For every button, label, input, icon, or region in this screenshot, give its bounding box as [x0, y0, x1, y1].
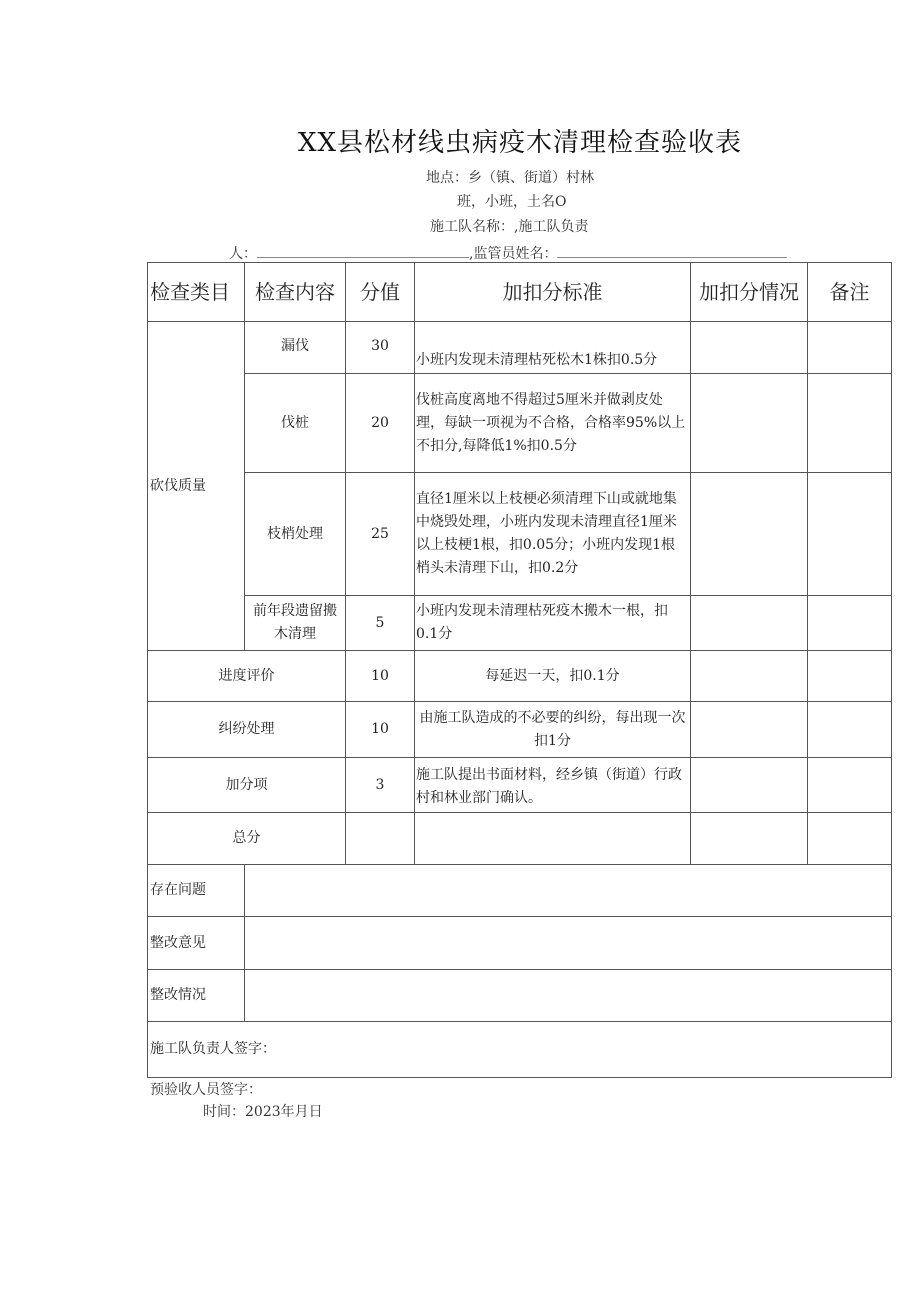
person-blank[interactable]	[257, 243, 469, 258]
result-cell[interactable]	[691, 702, 808, 758]
page-title: XX县松材线虫病疫木清理检查验收表	[297, 128, 743, 158]
table-row	[148, 702, 892, 758]
total-label: 总分	[148, 813, 346, 865]
result-cell[interactable]	[691, 473, 808, 596]
table-header-row	[148, 263, 892, 322]
standard-cell: 由施工队造成的不必要的纠纷，每出现一次扣1分	[415, 702, 691, 758]
total-row	[148, 813, 892, 865]
issues-row	[148, 865, 892, 917]
table-row	[148, 651, 892, 702]
content-cell: 漏伐	[245, 322, 346, 374]
location-line: 地点：乡（镇、街道）村林	[426, 170, 594, 186]
score-cell: 10	[346, 651, 415, 702]
standard-cell: 伐桩高度离地不得超过5厘米并做剥皮处理，每缺一项视为不合格，合格率95%以上不扣分,每降低1%扣0.5分	[415, 374, 691, 473]
issues-field[interactable]	[245, 865, 892, 917]
score-cell: 25	[346, 473, 415, 596]
content-cell: 伐桩	[245, 374, 346, 473]
total-standard-cell[interactable]	[415, 813, 691, 865]
score-cell: 10	[346, 702, 415, 758]
score-cell: 30	[346, 322, 415, 374]
inspector-sign[interactable]: 预验收人员签字：	[150, 1082, 262, 1098]
remark-cell[interactable]	[808, 758, 892, 813]
result-cell[interactable]	[691, 651, 808, 702]
standard-cell: 施工队提出书面材料，经乡镇（街道）行政村和林业部门确认。	[415, 758, 691, 813]
total-score-cell[interactable]	[346, 813, 415, 865]
status-field[interactable]	[245, 970, 892, 1022]
header-result: 加扣分情况	[691, 263, 808, 322]
table-row	[148, 322, 892, 374]
remark-cell[interactable]	[808, 702, 892, 758]
class-line: 班，小班，土名O	[457, 194, 567, 210]
sign-row	[148, 1022, 892, 1078]
dispute-label: 纠纷处理	[148, 702, 346, 758]
issues-label: 存在问题	[148, 865, 245, 917]
status-label: 整改情况	[148, 970, 245, 1022]
header-content: 检查内容	[245, 263, 346, 322]
result-cell[interactable]	[691, 758, 808, 813]
category-cell: 砍伐质量	[148, 322, 245, 651]
table-row	[148, 758, 892, 813]
person-line	[229, 243, 787, 263]
standard-cell: 直径1厘米以上枝梗必须清理下山或就地集中烧毁处理，小班内发现未清理直径1厘米以上枝梗1根，扣0.05分；小班内发现1根梢头未清理下山，扣0.2分	[415, 473, 691, 596]
result-cell[interactable]	[691, 322, 808, 374]
total-result-cell[interactable]	[691, 813, 808, 865]
remark-cell[interactable]	[808, 322, 892, 374]
standard-cell: 每延迟一天，扣0.1分	[415, 651, 691, 702]
team-name-line: 施工队名称：,施工队负责	[430, 219, 589, 235]
supervisor-blank[interactable]	[557, 243, 787, 258]
table-row	[148, 473, 892, 596]
table-row	[148, 374, 892, 473]
inspection-table	[147, 262, 892, 1078]
total-remark-cell[interactable]	[808, 813, 892, 865]
score-cell: 20	[346, 374, 415, 473]
opinion-label: 整改意见	[148, 917, 245, 970]
result-cell[interactable]	[691, 374, 808, 473]
content-cell: 前年段遗留搬木清理	[245, 596, 346, 651]
standard-cell: 小班内发现未清理枯死松木1株扣0.5分	[415, 322, 691, 374]
date-line: 时间：2023年月日	[203, 1104, 323, 1120]
bonus-label: 加分项	[148, 758, 346, 813]
opinion-field[interactable]	[245, 917, 892, 970]
remark-cell[interactable]	[808, 596, 892, 651]
remark-cell[interactable]	[808, 651, 892, 702]
remark-cell[interactable]	[808, 473, 892, 596]
standard-cell: 小班内发现未清理枯死疫木搬木一根，扣0.1分	[415, 596, 691, 651]
remark-cell[interactable]	[808, 374, 892, 473]
result-cell[interactable]	[691, 596, 808, 651]
header-standard: 加扣分标准	[415, 263, 691, 322]
content-cell: 枝梢处理	[245, 473, 346, 596]
status-row	[148, 970, 892, 1022]
score-cell: 5	[346, 596, 415, 651]
score-cell: 3	[346, 758, 415, 813]
table-row	[148, 596, 892, 651]
team-leader-sign[interactable]: 施工队负责人签字：	[148, 1022, 892, 1078]
supervisor-label: ,监管员姓名：	[469, 246, 558, 262]
person-label: 人：	[229, 246, 257, 262]
opinion-row	[148, 917, 892, 970]
header-remark: 备注	[808, 263, 892, 322]
header-score: 分值	[346, 263, 415, 322]
progress-label: 进度评价	[148, 651, 346, 702]
header-category: 检查类目	[148, 263, 245, 322]
